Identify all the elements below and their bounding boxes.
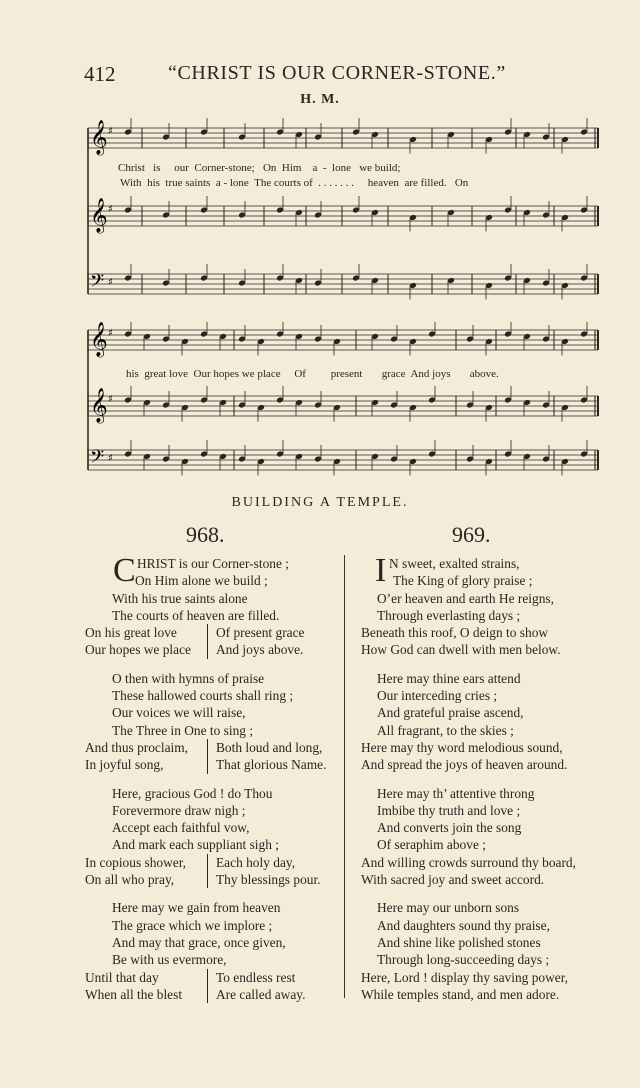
verse-line: Here may we gain from heaven: [112, 900, 281, 916]
verse-line: Our interceding cries ;: [377, 688, 498, 704]
music-staff-system-1: [84, 116, 602, 306]
verse-line: Here may thy word melodious sound,: [361, 739, 563, 755]
page-title: “CHRIST IS OUR CORNER-STONE.”: [168, 62, 506, 84]
lyrics-line-1: [118, 162, 400, 174]
treble-clef-icon: 𝄞: [90, 322, 108, 357]
verse-line: With his true saints alone: [112, 590, 248, 606]
music-system-1: [84, 116, 602, 306]
lyric-word: lone: [332, 162, 351, 174]
bass-clef-icon: 𝄢: [90, 447, 105, 472]
verse-line: How God can dwell with men below.: [361, 642, 561, 658]
verse-half: And joys above.: [207, 641, 303, 658]
lyric-word: The courts of: [254, 177, 313, 189]
verse-half: On his great love: [85, 625, 177, 641]
lyric-word: are filled.: [404, 177, 447, 189]
verse-line-split: [85, 739, 326, 756]
sharp-icon: ♯: [108, 328, 113, 339]
verse-line-split: [85, 969, 326, 986]
sharp-icon: ♯: [108, 453, 113, 464]
sharp-icon: ♯: [108, 277, 113, 288]
treble-clef-icon: 𝄞: [90, 120, 108, 155]
staff: [88, 196, 598, 234]
verse-line: The King of glory praise ;: [393, 573, 533, 589]
lyric-word: On: [262, 162, 277, 174]
staff: [88, 386, 598, 424]
verse-line: Be with us evermore,: [112, 952, 227, 968]
verse-line-split: [85, 986, 326, 1003]
treble-clef-icon: 𝄞: [90, 198, 108, 233]
verse-line: The Three in One to sing ;: [112, 722, 254, 738]
verse-half: Are called away.: [207, 986, 305, 1003]
verse-half: That glorious Name.: [207, 756, 326, 773]
sharp-icon: ♯: [108, 126, 113, 137]
staff: [88, 264, 598, 300]
lyric-word: true saints: [165, 177, 211, 189]
lyric-word: great love: [144, 368, 189, 380]
lyric-word: On: [454, 177, 469, 189]
hymn-number-968: 968.: [186, 522, 225, 547]
verse-half: When all the blest: [85, 986, 183, 1002]
bass-clef-icon: 𝄢: [90, 271, 105, 296]
music-staff-system-2: [84, 322, 602, 478]
verse-line: Here, gracious God ! do Thou: [112, 785, 273, 801]
verse-line: O’er heaven and earth He reigns,: [377, 590, 554, 606]
verse-half: Each holy day,: [207, 854, 295, 871]
verse-line: These hallowed courts shall ring ;: [112, 688, 294, 704]
section-title: BUILDING A TEMPLE.: [231, 495, 409, 510]
lyric-word: present: [330, 368, 363, 380]
verse-line: And converts join the song: [377, 820, 522, 836]
verse-line: On Him alone we build ;: [135, 573, 268, 589]
lyric-word: Christ: [118, 162, 145, 174]
lyric-word: And joys: [410, 368, 451, 380]
verse-line: While temples stand, and men adore.: [361, 986, 560, 1002]
meter-label: H. M.: [300, 92, 340, 107]
verse-half: And thus proclaim,: [85, 739, 189, 755]
treble-clef-icon: 𝄞: [90, 388, 108, 423]
verse-line: Of seraphim above ;: [377, 837, 486, 853]
verse-line: Accept each faithful vow,: [112, 820, 250, 836]
verse-line: And spread the joys of heaven around.: [361, 757, 568, 773]
verse-line-split: [85, 624, 326, 641]
lyric-word: his: [126, 368, 139, 380]
verse-line: Imbibe thy truth and love ;: [377, 802, 521, 818]
lyric-word: Of: [294, 368, 306, 380]
lyric-word: Him: [281, 162, 302, 174]
verse-line: The grace which we implore ;: [112, 917, 273, 933]
verse-line: O then with hymns of praise: [112, 670, 265, 686]
verse-line: Through everlasting days ;: [377, 607, 521, 623]
verse-half: Until that day: [85, 969, 159, 985]
hymn-969-text: [361, 552, 576, 1003]
drop-cap: C: [113, 552, 136, 589]
hymn-968-text: [85, 552, 327, 1003]
verse-half: Our hopes we place: [85, 642, 191, 658]
lyric-word: a - lone: [215, 177, 249, 189]
staff: [88, 118, 598, 156]
verse-half: On all who pray,: [85, 872, 175, 888]
verse-line-split: [85, 871, 326, 888]
drop-cap: I: [375, 552, 387, 589]
sharp-icon: ♯: [108, 394, 113, 405]
verse-half: In copious shower,: [85, 854, 186, 870]
music-system-2: [84, 322, 602, 478]
verse-line-split: [85, 641, 326, 658]
lyrics-line-2: [120, 177, 468, 189]
lyric-word: his: [147, 177, 160, 189]
verse-half: Of present grace: [207, 624, 304, 641]
lyric-word: -: [322, 162, 327, 174]
column-divider: [344, 555, 345, 998]
verse-half: In joyful song,: [85, 757, 164, 773]
staff: [88, 440, 598, 476]
lyric-word: we build;: [359, 162, 401, 174]
verse-line: Forevermore draw nigh ;: [112, 802, 246, 818]
verse-line: Beneath this roof, O deign to show: [361, 625, 549, 641]
verse-line: And shine like polished stones: [377, 934, 541, 950]
verse-line: Here may thine ears attend: [377, 670, 521, 686]
verse-line: The courts of heaven are filled.: [112, 607, 280, 623]
verse-line: Here, Lord ! display thy saving power,: [361, 969, 568, 985]
verse-line: And willing crowds surround thy board,: [361, 854, 576, 870]
lyric-word: a: [312, 162, 318, 174]
lyric-word: is: [153, 162, 161, 174]
lyric-word: With: [120, 177, 142, 189]
verse-line: With sacred joy and sweet accord.: [361, 872, 545, 888]
lyric-word: grace: [381, 368, 406, 380]
lyric-word: our: [174, 162, 189, 174]
lyric-word: above.: [469, 368, 499, 380]
verse-line-split: [85, 854, 326, 871]
hymn-number-969: 969.: [452, 522, 491, 547]
lyric-word: Our hopes we place: [193, 368, 281, 380]
staff: [88, 322, 598, 358]
lyric-word: . . . . . . .: [318, 177, 355, 189]
verse-line: And daughters sound thy praise,: [377, 917, 550, 933]
verse-line-split: [85, 756, 326, 773]
verse-line: Our voices we will raise,: [112, 705, 246, 721]
lyrics-line-3: [126, 368, 499, 380]
verse-line: And grateful praise ascend,: [377, 705, 524, 721]
verse-line: And mark each suppliant sigh ;: [112, 837, 279, 853]
verse-line: HRIST is our Corner-stone ;: [137, 556, 289, 571]
verse-line: Here may our unborn sons: [377, 900, 520, 916]
verse-half: Thy blessings pour.: [207, 871, 321, 888]
verse-half: To endless rest: [207, 969, 295, 986]
verse-line: All fragrant, to the skies ;: [377, 722, 514, 738]
verse-line: Through long-succeeding days ;: [377, 952, 550, 968]
lyric-word: heaven: [367, 177, 399, 189]
verse-half: Both loud and long,: [207, 739, 322, 756]
verse-line: And may that grace, once given,: [112, 934, 286, 950]
verse-line: Here may th’ attentive throng: [377, 785, 535, 801]
sharp-icon: ♯: [108, 204, 113, 215]
page-number: 412: [84, 62, 116, 86]
verse-line: N sweet, exalted strains,: [389, 556, 520, 571]
lyric-word: Corner-stone;: [194, 162, 255, 174]
